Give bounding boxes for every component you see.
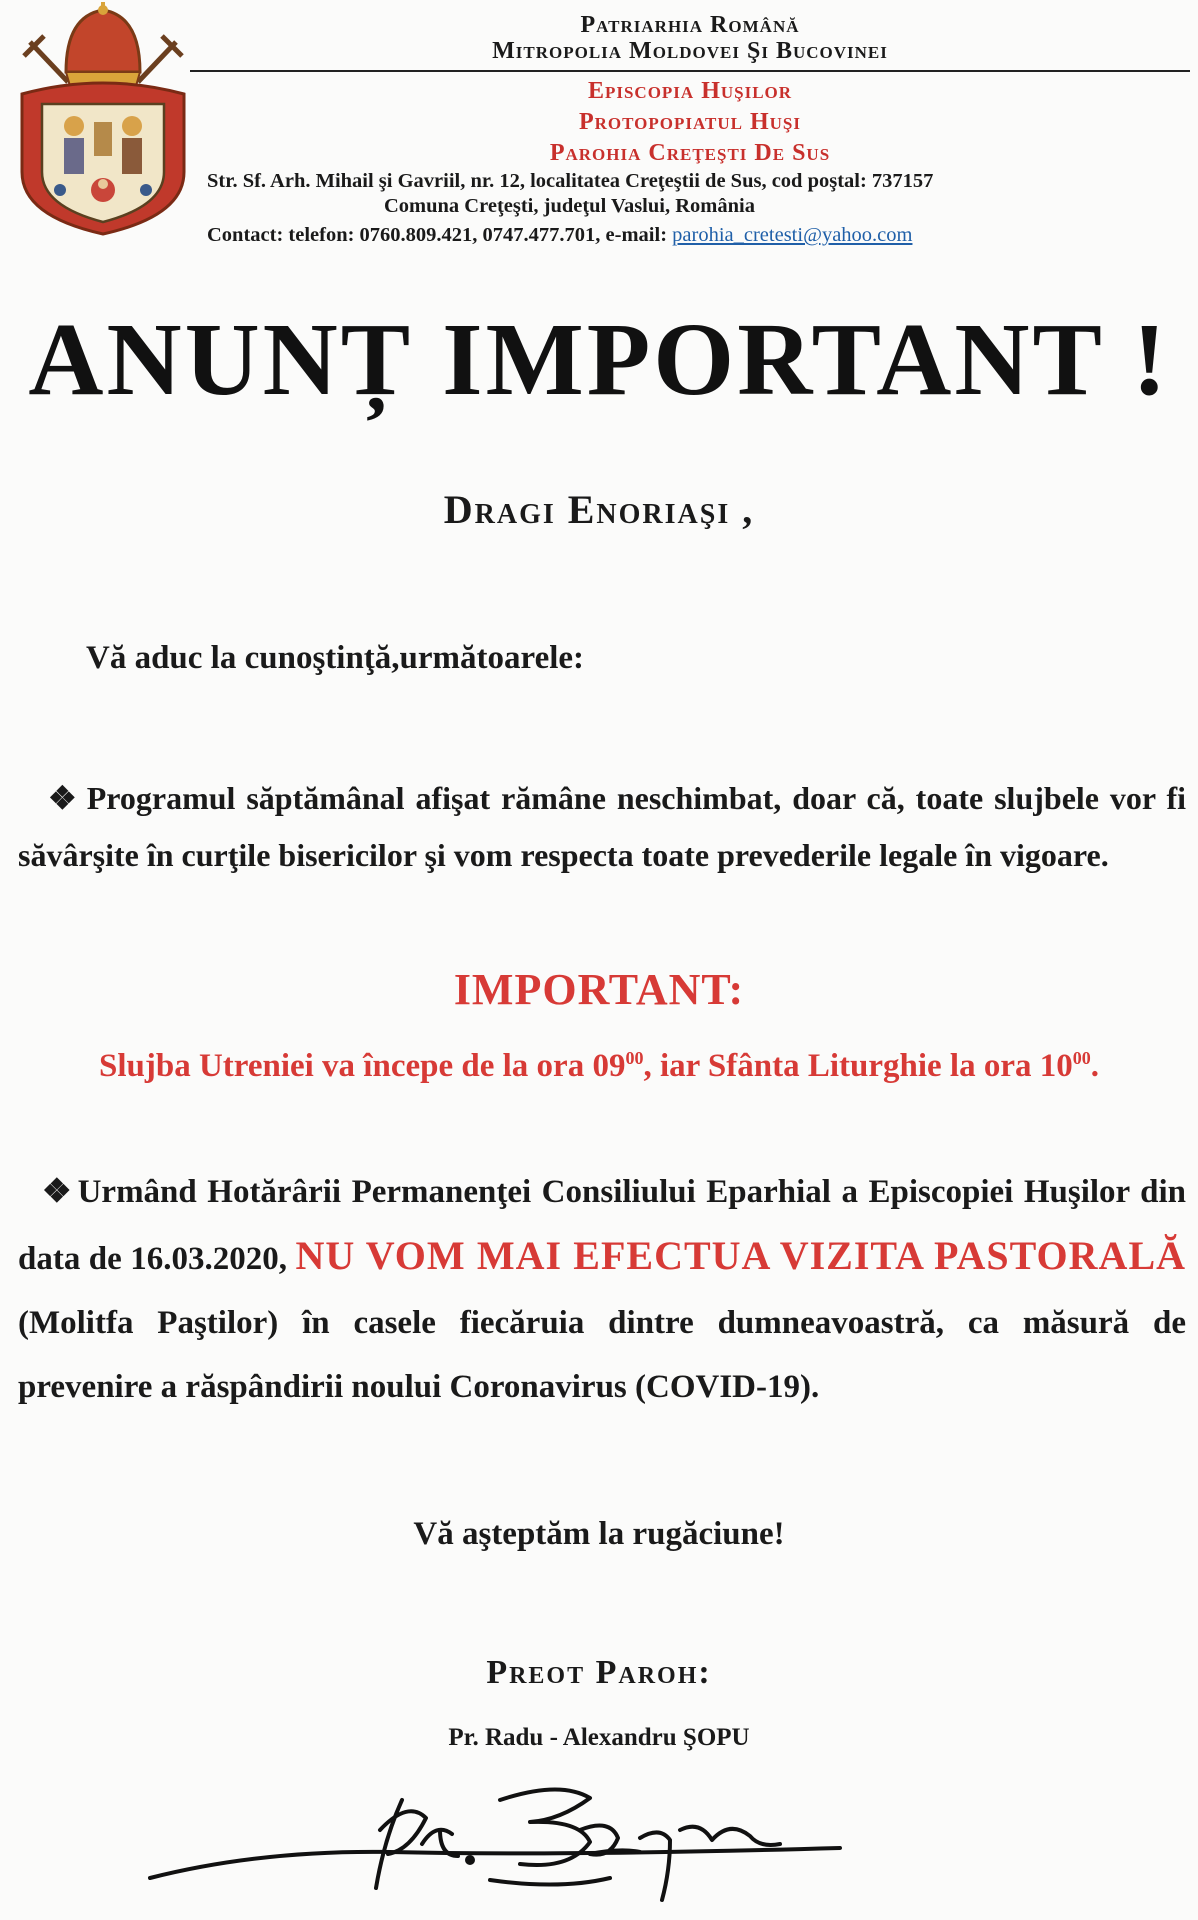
header-parish: Parohia Creţeşti De Sus bbox=[549, 140, 831, 166]
greeting: Dragi Enoriaşi , bbox=[443, 487, 755, 532]
bullet-paragraph-1 bbox=[18, 770, 1186, 884]
handwritten-signature bbox=[140, 1760, 860, 1910]
header-deanery: Protopopiatul Huşi bbox=[578, 109, 801, 135]
schedule-text-1: Slujba Utreniei va începe de la ora 09 bbox=[98, 1048, 626, 1084]
intro-text: Vă aduc la cunoştinţă,următoarele: bbox=[86, 640, 585, 676]
signature-name: Pr. Radu - Alexandru ŞOPU bbox=[448, 1724, 750, 1751]
header-address-line1: Str. Sf. Arh. Mihail şi Gavriil, nr. 12, localitatea Creţeştii de Sus, cod poştal: 737157 bbox=[207, 170, 934, 192]
bullet-1-text: Programul săptămânal afişat rămâne neschimbat, doar că, toate slujbele vor fi săvârşite în curţile bisericilor şi vom respecta toate prevederile legale în vigoare. bbox=[18, 780, 1186, 873]
bullet-paragraph-2 bbox=[18, 1160, 1186, 1419]
schedule-text-3: . bbox=[1090, 1048, 1099, 1084]
email-link[interactable]: parohia_cretesti@yahoo.com bbox=[672, 224, 913, 246]
important-heading: IMPORTANT: bbox=[453, 965, 745, 1014]
page-title: ANUNȚ IMPORTANT ! bbox=[28, 302, 1170, 417]
header-metropolis: Mitropolia Moldovei Şi Bucovinei bbox=[492, 38, 888, 64]
episcopal-crest-icon bbox=[8, 2, 198, 240]
header-address-line2: Comuna Creţeşti, judeţul Vaslui, România bbox=[384, 195, 755, 217]
schedule-text-2: , iar Sfânta Liturghie la ora 10 bbox=[643, 1048, 1073, 1084]
closing-text: Vă aşteptăm la rugăciune! bbox=[413, 1516, 785, 1552]
bullet-2-text-2: (Molitfa Paştilor) în casele fiecăruia dintre dumneavoastră, ca măsură de prevenire a răspândirii noului Coronavirus (COVID-19). bbox=[18, 1305, 1186, 1405]
contact-label: Contact: telefon: 0760.809.421, 0747.477.701, e-mail: bbox=[207, 224, 673, 246]
header-contact bbox=[207, 224, 912, 247]
header-patriarchate: Patriarhia Română bbox=[580, 12, 800, 38]
important-schedule bbox=[0, 1048, 1198, 1085]
bullet-2-highlight: NU VOM MAI EFECTUA VIZITA PASTORALĂ bbox=[295, 1233, 1187, 1278]
signature-title: Preot Paroh: bbox=[486, 1654, 712, 1691]
header-diocese: Episcopia Huşilor bbox=[587, 78, 793, 104]
diamond-bullet-icon: ❖ bbox=[42, 1174, 72, 1210]
schedule-sup-2: 00 bbox=[1072, 1048, 1091, 1068]
diamond-bullet-icon: ❖ bbox=[48, 780, 77, 816]
header-rule bbox=[190, 70, 1190, 72]
schedule-sup-1: 00 bbox=[625, 1048, 644, 1068]
bullet-2-text-1: Urmând Hotărârii Permanenţei Consiliului Eparhial a Episcopiei Huşilor din data de 16.03.2020, bbox=[18, 1174, 1186, 1277]
